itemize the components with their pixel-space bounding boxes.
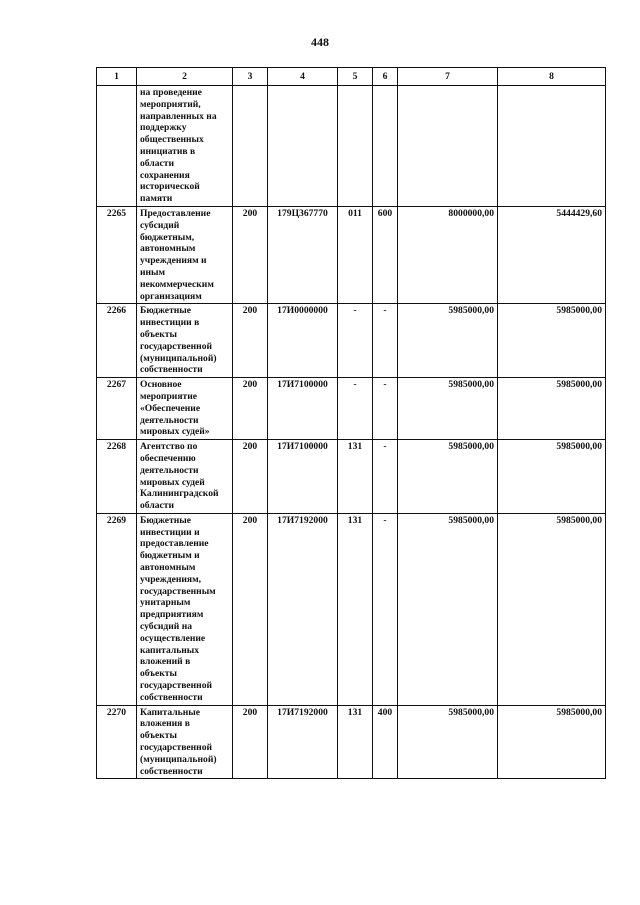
row-col3-cell <box>233 86 268 207</box>
row-number-cell: 2270 <box>97 705 137 779</box>
row-executed-cell <box>498 86 606 207</box>
row-name-line: мероприятие <box>140 390 198 402</box>
row-code-cell <box>268 86 338 207</box>
row-name-line: субсидий <box>140 219 180 231</box>
row-col6-cell: - <box>373 378 398 440</box>
row-col6-cell: - <box>373 513 398 705</box>
row-executed-cell: 5985000,00 <box>498 304 606 378</box>
row-name-cell <box>137 440 233 514</box>
row-col6-cell: 600 <box>373 206 398 303</box>
row-col3-cell: 200 <box>233 705 268 779</box>
row-executed-cell: 5985000,00 <box>498 513 606 705</box>
row-name-line: на проведение <box>140 87 202 98</box>
row-name-line: автономным <box>140 562 196 574</box>
row-executed-cell: 5985000,00 <box>498 705 606 779</box>
row-name-line: Основное <box>140 379 182 391</box>
row-name-line: осуществление <box>140 632 206 644</box>
table-row <box>97 304 606 378</box>
row-number-cell: 2267 <box>97 378 137 440</box>
row-code-cell: 17И7192000 <box>268 513 338 705</box>
row-name-line: деятельности <box>140 414 199 426</box>
row-amount-cell: 8000000,00 <box>398 206 498 303</box>
row-name-line: Бюджетные <box>140 514 192 526</box>
header-cell-4: 4 <box>268 68 338 86</box>
row-amount-cell: 5985000,00 <box>398 378 498 440</box>
header-cell-6: 6 <box>373 68 398 86</box>
row-name-line: мировых судей <box>140 476 205 488</box>
row-name-line: памяти <box>140 193 173 205</box>
row-col6-cell <box>373 86 398 207</box>
row-amount-cell: 5985000,00 <box>398 513 498 705</box>
row-name-line: «Обеспечение <box>140 402 201 414</box>
row-code-cell: 17И7192000 <box>268 705 338 779</box>
row-amount-cell: 5985000,00 <box>398 304 498 378</box>
row-name-line: направленных на <box>140 110 217 122</box>
row-name-line: вложений в <box>140 656 191 668</box>
header-cell-8: 8 <box>498 68 606 86</box>
row-name-line: объекты <box>140 328 177 340</box>
row-number-cell: 2268 <box>97 440 137 514</box>
row-name-line: бюджетным и <box>140 550 200 562</box>
row-name-line: предоставление <box>140 538 209 550</box>
row-name-line: собственности <box>140 765 203 777</box>
row-col3-cell: 200 <box>233 206 268 303</box>
header-cell-5: 5 <box>338 68 373 86</box>
row-name-line: учреждениям и <box>140 255 207 267</box>
row-col5-cell: 131 <box>338 513 373 705</box>
row-name-line: капитальных <box>140 644 200 656</box>
row-name-line: инвестиции и <box>140 526 200 538</box>
row-name-cell <box>137 513 233 705</box>
row-code-cell: 17И7100000 <box>268 378 338 440</box>
row-code-cell: 17И0000000 <box>268 304 338 378</box>
row-name-line: исторической <box>140 181 200 193</box>
row-number-cell: 2265 <box>97 206 137 303</box>
row-col6-cell: - <box>373 440 398 514</box>
row-name-cell <box>137 378 233 440</box>
row-name-line: мероприятий, <box>140 98 201 110</box>
row-name-line: унитарным <box>140 597 191 609</box>
row-name-line: субсидий на <box>140 621 193 633</box>
row-name-line: мировых судей» <box>140 426 210 438</box>
row-col3-cell: 200 <box>233 304 268 378</box>
row-name-line: собственности <box>140 364 203 376</box>
table-row <box>97 705 606 779</box>
row-name-line: инициатив в <box>140 145 196 157</box>
row-name-line: (муниципальной) <box>140 352 217 364</box>
row-name-line: бюджетным, <box>140 231 195 243</box>
row-col5-cell: - <box>338 304 373 378</box>
row-name-line: государственным <box>140 585 216 597</box>
row-name-line: государственной <box>140 742 213 754</box>
row-executed-cell: 5985000,00 <box>498 378 606 440</box>
row-code-cell: 17И7100000 <box>268 440 338 514</box>
row-name-line: Предоставление <box>140 207 211 219</box>
row-amount-cell: 5985000,00 <box>398 705 498 779</box>
row-name-line: объекты <box>140 730 177 742</box>
row-amount-cell: 5985000,00 <box>398 440 498 514</box>
row-name-line: государственной <box>140 680 213 692</box>
row-col5-cell <box>338 86 373 207</box>
row-name-line: области <box>140 157 175 169</box>
row-code-cell: 179Ц367770 <box>268 206 338 303</box>
row-name-line: (муниципальной) <box>140 753 217 765</box>
table-row <box>97 206 606 303</box>
row-name-line: предприятиям <box>140 609 204 621</box>
row-name-line: объекты <box>140 668 177 680</box>
row-col3-cell: 200 <box>233 513 268 705</box>
row-number-cell: 2266 <box>97 304 137 378</box>
row-executed-cell: 5444429,60 <box>498 206 606 303</box>
page-number: 448 <box>311 35 329 49</box>
row-name-line: некоммерческим <box>140 278 214 290</box>
header-cell-7: 7 <box>398 68 498 86</box>
row-name-line: собственности <box>140 691 203 703</box>
table-row <box>97 513 606 705</box>
row-name-line: учреждениям, <box>140 573 202 585</box>
row-col5-cell: 131 <box>338 705 373 779</box>
row-name-line: поддержку <box>140 122 187 134</box>
row-name-line: автономным <box>140 243 196 255</box>
row-name-cell <box>137 206 233 303</box>
header-cell-1: 1 <box>97 68 137 86</box>
row-name-line: Агентство по <box>140 441 198 453</box>
row-name-line: государственной <box>140 340 213 352</box>
row-name-cell <box>137 304 233 378</box>
row-name-line: сохранения <box>140 169 190 181</box>
row-executed-cell: 5985000,00 <box>498 440 606 514</box>
row-name-line: Калининградской <box>140 488 219 500</box>
row-name-line: Капитальные <box>140 706 200 718</box>
table-row <box>97 86 606 207</box>
row-name-line: вложения в <box>140 718 190 730</box>
row-col3-cell: 200 <box>233 378 268 440</box>
row-name-line: деятельности <box>140 464 199 476</box>
row-col5-cell: 011 <box>338 206 373 303</box>
row-name-line: общественных <box>140 134 204 146</box>
row-name-line: инвестиции в <box>140 317 200 329</box>
header-cell-2: 2 <box>137 68 233 86</box>
row-name-line: области <box>140 500 175 512</box>
table-row <box>97 440 606 514</box>
row-col6-cell: - <box>373 304 398 378</box>
row-col6-cell: 400 <box>373 705 398 779</box>
row-name-line: иным <box>140 266 166 278</box>
table-body <box>97 86 606 779</box>
budget-table <box>96 67 606 779</box>
row-number-cell <box>97 86 137 207</box>
row-name-cell <box>137 86 233 207</box>
table-header-row <box>97 68 606 86</box>
row-amount-cell <box>398 86 498 207</box>
table-row <box>97 378 606 440</box>
header-cell-3: 3 <box>233 68 268 86</box>
row-name-line: Бюджетные <box>140 305 192 317</box>
row-col3-cell: 200 <box>233 440 268 514</box>
row-name-cell <box>137 705 233 779</box>
row-col5-cell: - <box>338 378 373 440</box>
row-name-line: организациям <box>140 290 202 302</box>
row-name-line: обеспечению <box>140 452 196 464</box>
row-col5-cell: 131 <box>338 440 373 514</box>
row-number-cell: 2269 <box>97 513 137 705</box>
